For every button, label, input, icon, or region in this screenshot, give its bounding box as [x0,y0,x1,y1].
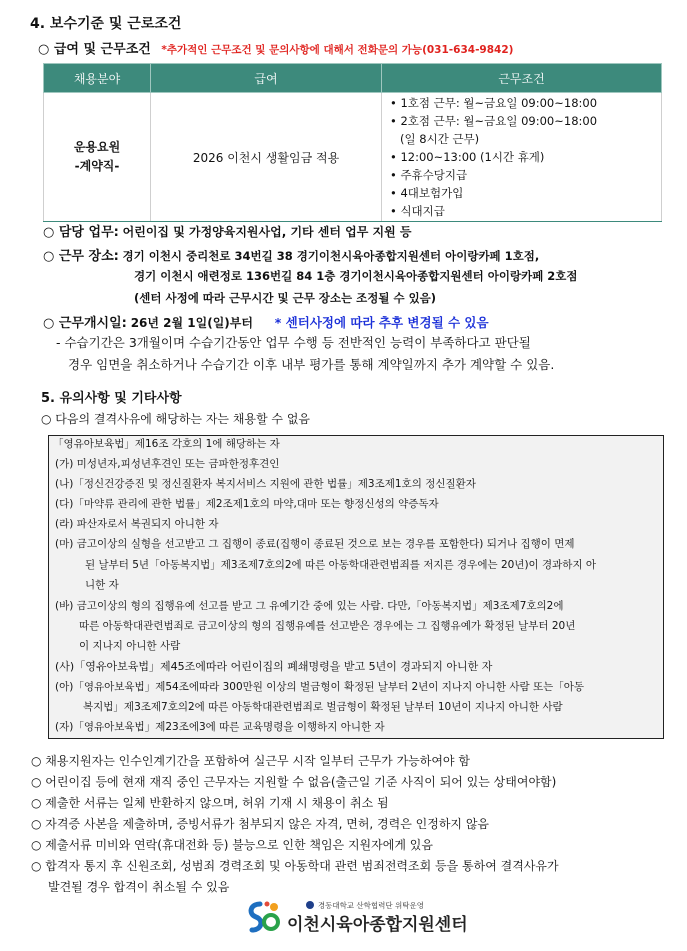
note-line: 발견될 경우 합격이 취소될 수 있음 [48,880,230,894]
header-salary: 급여 [151,64,382,93]
disqualification-intro: ○ 다음의 결격사유에 해당하는 자는 채용할 수 없음 [41,412,311,426]
inquiry-note: *추가적인 근무조건 및 문의사항에 대해서 전화문의 가능(031-634-9842) [161,44,514,56]
operator-emblem-icon [306,901,314,909]
header-conditions: 근무조건 [382,64,662,93]
note-line: ○ 자격증 사본을 제출하며, 증빙서류가 첨부되지 않은 자격, 면허, 경력은 인정하지 않음 [31,817,490,831]
place-line2: 경기 이천시 애련정로 136번길 84 1층 경기이천시육아종합지원센터 아이랑카페 2호점 [134,269,578,283]
probation-line1: - 수습기간은 3개월이며 수습기간동안 업무 수행 등 전반적인 능력이 부족하다고 판단될 [56,335,531,350]
section4-title: 4. 보수기준 및 근로조건 [30,16,182,32]
pay-conditions-heading: ○ 급여 및 근무조건 *추가적인 근무조건 및 문의사항에 대해서 전화문의 가능(031-634-9842) [38,42,514,57]
box-line: (다)「마약류 관리에 관한 법률」제2조제1호의 마약,대마 또는 향정신성의 약증독자 [55,498,439,510]
box-line: (마) 금고이상의 실형을 선고받고 그 집행이 종료(집행이 종료된 것으로 보는 경우를 포함한다) 되거나 집행이 면제 [55,538,575,550]
box-line: 니한 자 [85,579,119,591]
box-line: (나)「정신건강증진 및 정신질환자 복지서비스 지원에 관한 법률」제3조제1호의 정신질환자 [55,478,476,490]
start-note: * 센터사정에 따라 추후 변경될 수 있음 [274,315,489,330]
box-line: (가) 미성년자,피성년후견인 또는 금파한정후견인 [55,458,280,470]
section5-title: 5. 유의사항 및 기타사항 [41,391,182,406]
disqualification-box [48,435,664,739]
box-line: 복지법」제3조제7호의2에 따른 아동학대관련범죄로 벌금형이 확정된 날부터 10년이 지나지 아니한 사람 [83,701,563,713]
box-line: 이 지나지 아니한 사람 [79,640,181,652]
start-line: ○ 근무개시일: 26년 2월 1일(일)부터 * 센터사정에 따라 추후 변경될 수 있음 [43,315,489,331]
box-line: (사)「영유아보육법」제45조에따라 어린이집의 폐쇄명령을 받고 5년이 경과되지 아니한 자 [55,660,493,673]
operator-line: 경동대학교 산학협력단 위탁운영 [306,897,424,911]
place-line1: ○ 근무 장소: 경기 이천시 중리천로 34번길 38 경기이천시육아종합지원센터 아이랑카페 1호점, [43,249,540,264]
note-line: ○ 어린이집 등에 현재 재직 중인 근무자는 지원할 수 없음(출근일 기준 사직이 되어 있는 상태여야함) [31,775,557,789]
box-line: (바) 금고이상의 형의 집행유예 선고를 받고 그 유예기간 중에 있는 사람. 다만,「아동복지법」제3조제7호의2에 [55,600,564,612]
probation-line2: 경우 임면을 취소하거나 수습기간 이후 내부 평가를 통해 계약일까지 추가 계약할 수 있음. [68,357,555,372]
note-line: ○ 제출한 서류는 일체 반환하지 않으며, 허위 기재 시 채용이 취소 됨 [31,796,389,810]
box-line: (라) 파산자로서 복권되지 아니한 자 [55,518,219,530]
field-cell: 운용요원 -계약직- [44,93,151,222]
salary-cell: 2026 이천시 생활임금 적용 [151,93,382,222]
box-line: 따른 아동학대관련범죄로 금고이상의 형의 집행유예를 선고받은 경우에는 그 집행유예가 확정된 날부터 20년 [79,620,576,632]
conditions-cell: • 1호점 근무: 월~금요일 09:00~18:00 • 2호점 근무: 월~금요일 09:00~18:00 (일 8시간 근무) • 12:00~13:00 (1시간 휴게) • 주휴수당지급 • 4대보험가입 • 식대지급 [382,93,662,222]
place-line3: (센터 사정에 따라 근무시간 및 근무 장소는 조정될 수 있음) [134,291,437,305]
box-line: (아)「영유아보육법」제54조에따라 300만원 이상의 벌금형이 확정된 날부터 2년이 지나지 아니한 사람 또는「아동 [55,681,585,693]
box-line: (자)「영유아보육법」제23조에3에 따른 교육명령을 이행하지 아니한 자 [55,721,385,733]
box-line: 된 날부터 5년「아동복지법」제3조제7호의2에 따른 아동학대관련범죄를 저지른 경우에는 20년)이 경과하지 아 [85,559,597,571]
box-line: 「영유아보육법」제16조 각호의 1에 해당하는 자 [53,438,280,450]
note-line: ○ 채용지원자는 인수인계기간을 포함하여 실근무 시작 일부터 근무가 가능하여야 함 [31,754,470,768]
note-line: ○ 합격자 통지 후 신원조회, 성범죄 경력조회 및 아동학대 관련 범죄전력조회 등을 통하여 결격사유가 [31,859,559,873]
note-line: ○ 제출서류 미비와 연락(휴대전화 등) 불능으로 인한 책임은 지원자에게 있음 [31,838,433,852]
duty-line: ○ 담당 업무: 어린이집 및 가정양육지원사업, 기타 센터 업무 지원 등 [43,225,412,240]
header-field: 채용분야 [44,64,151,93]
center-name: 이천시육아종합지원센터 [287,915,468,935]
pay-conditions-table [43,63,662,222]
center-logo-icon [246,898,282,938]
